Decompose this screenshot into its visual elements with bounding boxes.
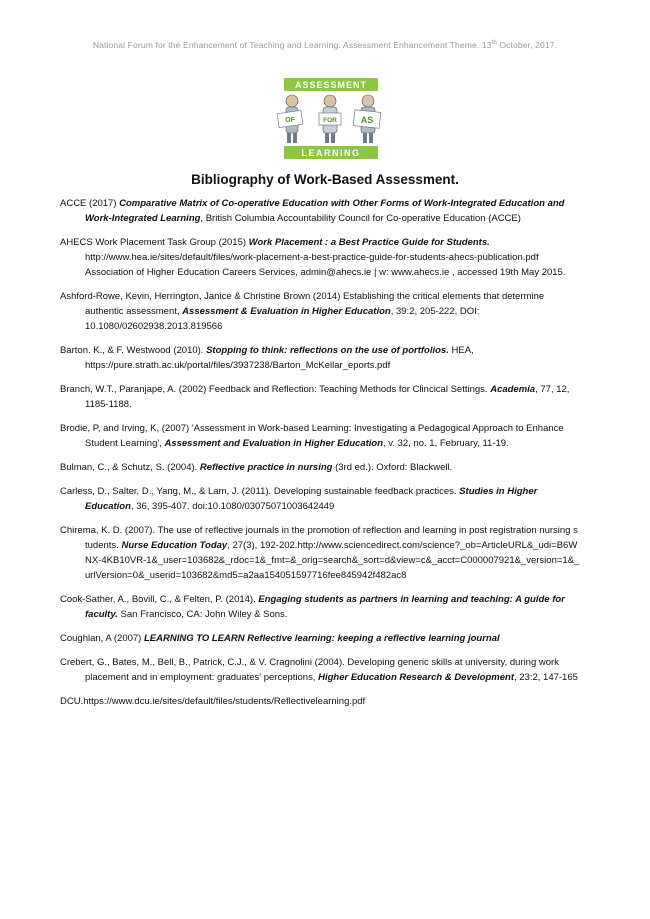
assessment-learning-logo [268, 78, 394, 159]
entry-text: Branch, W.T., Paranjape, A. (2002) Feedback and Reflection: Teaching Methods for Clincical Settings. [60, 384, 491, 395]
header-text: National Forum for the Enhancement of Teaching and Learning: Assessment Enhancement Theme. 13 [92, 40, 492, 50]
entry-text: (3rd ed.). Oxford: Blackwell. [332, 462, 453, 473]
bibliography-list [60, 196, 580, 718]
bibliography-entry [60, 382, 580, 412]
entry-text: DCU.https://www.dcu.ie/sites/default/files/students/Reflectivelearning.pdf [60, 696, 366, 707]
entry-title: Higher Education Research & Development [318, 672, 514, 683]
entry-text: Chirema, K. D. (2007). The use of reflective journals in the promotion of reflection and learning in post registration nursing students. [60, 525, 578, 551]
entry-title: Engaging students as partners in learning and teaching: A guide for faculty. [85, 594, 565, 620]
logo-figure-left [277, 95, 303, 143]
entry-text: Carless, D., Salter, D., Yang, M., & Lam, J. (2011). Developing sustainable feedback practices. [60, 486, 460, 497]
logo-figure-middle [319, 95, 341, 143]
bibliography-entry [60, 694, 580, 709]
entry-title: Work Placement : a Best Practice Guide for Students. [248, 237, 490, 248]
entry-title: Assessment & Evaluation in Higher Education [182, 306, 391, 317]
entry-text: Crebert, G., Bates, M., Bell, B., Patrick, C.J., & V. Cragnolini (2004). Developing generic skills at university, during work placement and in employment: graduates' perceptions, [60, 657, 559, 683]
logo-sign-left: OF [285, 117, 295, 124]
bibliography-entry [60, 196, 580, 226]
header-text-after: October, 2017. [496, 40, 558, 50]
bibliography-entry [60, 523, 580, 583]
entry-title: Academia [490, 384, 536, 395]
page-header [0, 40, 650, 50]
bibliography-entry [60, 484, 580, 514]
entry-text: Bulman, C., & Schutz, S. (2004). [60, 462, 200, 473]
bibliography-entry [60, 421, 580, 451]
entry-text: Barton. K., & F. Westwood (2010). [60, 345, 207, 356]
entry-text: http://www.hea.ie/sites/default/files/work-placement-a-best-practice-guide-for-students-ahecs-publication.pdf Association of Higher Education Careers Services, admin@ahecs.ie | w: www.ahecs.ie , accessed 19th May 2015. [85, 252, 566, 278]
entry-title: Assessment and Evaluation in Higher Education [164, 438, 384, 449]
entry-text: , 36, 395-407. doi:10.1080/03075071003642449 [130, 501, 335, 512]
logo-top-text: ASSESSMENT [294, 80, 368, 90]
logo-figure-right [353, 95, 381, 143]
entry-title: Reflective practice in nursing [199, 462, 333, 473]
logo-sign-middle: FOR [323, 117, 337, 124]
entry-text: Brodie, P, and Irving, K, (2007) 'Assessment in Work-based Learning: Investigating a Pedagogical Approach to Enhance Student Learning', [60, 423, 564, 449]
logo-bottom-text: LEARNING [301, 148, 361, 158]
header-superscript: th [491, 40, 497, 47]
entry-text: ACCE (2017) [60, 198, 120, 209]
bibliography-entry [60, 235, 580, 280]
logo-sign-right: AS [360, 115, 374, 125]
entry-text: , 39:2, 205-222, DOI: 10.1080/02602938.2013.819566 [85, 306, 480, 332]
bibliography-entry [60, 343, 580, 373]
entry-text: , 27(3), 192-202.http://www.sciencedirect.com/science?_ob=ArticleURL&_udi=B6WNX-4KB10VR-1&_user=103682&_rdoc=1&_fmt=&_orig=search&_sort=d&view=c&_acct=C000007921&_version=1&_urlVersion=0&_userid=103682&md5=a2aa154051597716fee845942f482ac8 [85, 540, 580, 581]
entry-title: LEARNING TO LEARN Reflective learning: keeping a reflective learning journal [143, 633, 500, 644]
entry-title: Comparative Matrix of Co-operative Education with Other Forms of Work-Integrated Education and Work-Integrated Learning [85, 198, 565, 224]
bibliography-entry [60, 460, 580, 475]
entry-text: Coughlan, A (2007) [60, 633, 144, 644]
entry-text: , 77, 12, 1185-1188. [85, 384, 570, 410]
entry-title: Nurse Education Today [121, 540, 228, 551]
entry-text: , v. 32, no. 1, February, 11-19. [383, 438, 509, 449]
entry-title: Stopping to think: reflections on the use of portfolios. [206, 345, 449, 356]
entry-title: Studies in Higher Education [85, 486, 538, 512]
entry-text: AHECS Work Placement Task Group (2015) [60, 237, 249, 248]
bibliography-entry [60, 289, 580, 334]
entry-text: San Francisco, CA: John Wiley & Sons. [117, 609, 288, 620]
entry-text: Ashford-Rowe, Kevin, Herrington, Janice & Christine Brown (2014) Establishing the critical elements that determine authentic assessment, [60, 291, 545, 317]
entry-text: HEA, https://pure.strath.ac.uk/portal/files/3937238/Barton_McKellar_eports.pdf [85, 345, 474, 371]
bibliography-entry [60, 655, 580, 685]
entry-text: Cook-Sather, A., Bovill, C., & Felten, P. (2014). [60, 594, 259, 605]
bibliography-entry [60, 592, 580, 622]
bibliography-entry [60, 631, 580, 646]
page-title: Bibliography of Work-Based Assessment. [191, 172, 459, 187]
entry-text: , 23:2, 147-165 [513, 672, 578, 683]
entry-text: , British Columbia Accountability Council for Co-operative Education (ACCE) [200, 213, 521, 224]
